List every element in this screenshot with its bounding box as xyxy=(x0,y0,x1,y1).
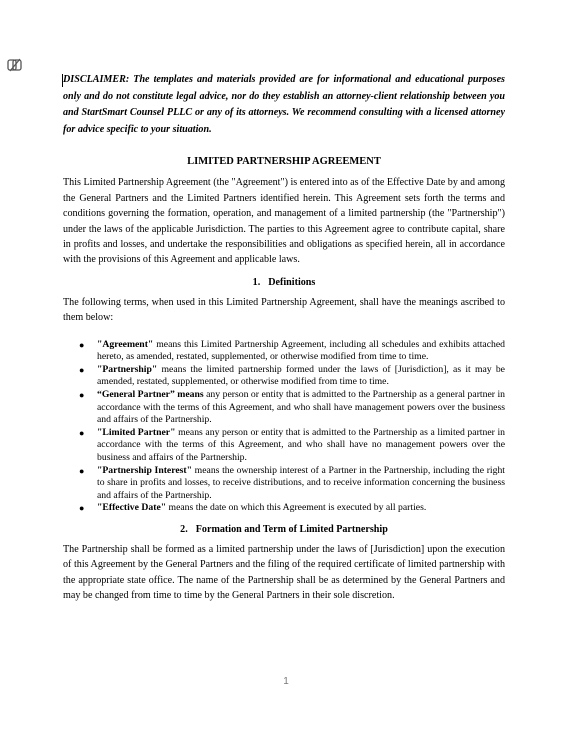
definition-term: "Partnership" xyxy=(97,363,158,375)
bullet-icon: ● xyxy=(79,427,85,438)
bullet-icon: ● xyxy=(79,465,85,476)
definition-text: means this Limited Partnership Agreement, including all schedules and exhibits attached hereto, as amended, restated, supplemented, or otherwise modified from time to time. xyxy=(97,338,505,363)
definition-term: "Effective Date" xyxy=(97,502,167,514)
bullet-icon: ● xyxy=(79,503,85,514)
disclaimer-text: DISCLAIMER: The templates and materials provided are for informational and educational purposes only and do not constitute legal advice, nor do they establish an attorney-client relationship between you and StartSmart Counsel PLLC or any of its attorneys. We recommend consulting with a licensed attorney for advice specific to your situation. xyxy=(63,74,505,135)
definition-term: “General Partner” means xyxy=(97,389,204,400)
bullet-icon: ● xyxy=(79,339,85,350)
definition-term: "Limited Partner" xyxy=(97,426,176,438)
bullet-icon: ● xyxy=(79,390,85,400)
formation-paragraph[interactable]: The Partnership shall be formed as a limited partnership under the laws of [Jurisdiction] upon the execution of this Agreement by the General Partners and the filing of the required certificate of limited partnership with the appropriate state office. The name of the Partnership shall be as determined by the General Partners and may be changed from time to time by the General Partners in their sole discretion. xyxy=(63,543,505,602)
document-body xyxy=(63,72,505,604)
list-item[interactable] xyxy=(63,339,505,364)
anchor-icon[interactable] xyxy=(6,57,24,73)
intro-paragraph[interactable]: This Limited Partnership Agreement (the "Agreement") is entered into as of the Effective Date by and among the General Partners and the Limited Partners identified herein. This Agreement sets forth the terms and conditions governing the formation, operation, and management of a limited partnership (the "Partnership") under the laws of the applicable Jurisdiction. The parties to this Agreement agree to contribute capital, share in profits and losses, and undertake the responsibilities and obligations as specified herein, all in accordance with the provisions of this Agreement and applicable laws. xyxy=(63,177,505,266)
list-item[interactable] xyxy=(63,502,505,515)
definitions-intro[interactable]: The following terms, when used in this Limited Partnership Agreement, shall have the meanings ascribed to them below: xyxy=(63,296,505,324)
definition-text: means the limited partnership formed under the laws of [Jurisdiction], as it may be amended, restated, supplemented, or otherwise modified from time to time. xyxy=(97,363,505,388)
definition-term: "Partnership Interest" xyxy=(97,464,193,476)
document-title: LIMITED PARTNERSHIP AGREEMENT xyxy=(187,156,381,168)
definition-text: means the ownership interest of a Partner in the Partnership, including the right to share in profits and losses, to receive distributions, and to receive information concerning the business and affairs of the Partnership. xyxy=(97,464,505,501)
bullet-icon: ● xyxy=(79,364,85,375)
definitions-list xyxy=(63,339,505,515)
section-heading-definitions xyxy=(63,276,505,290)
definition-text: means any person or entity that is admitted to the Partnership as a limited partner in accordance with the terms of this Agreement, and who shall have no management powers over the business and affairs of the Partnership. xyxy=(97,426,505,463)
definition-text: means the date on which this Agreement is executed by all parties. xyxy=(166,502,427,514)
page-number: 1 xyxy=(283,676,289,687)
list-item[interactable] xyxy=(63,427,505,465)
section-title: Formation and Term of Limited Partnership xyxy=(195,523,388,535)
definition-text: any person or entity that is admitted to the Partnership as a general partner in accordance with the terms of this Agreement, and who shall have management powers over the business and affairs of the Partnership. xyxy=(97,389,505,426)
section-number: 2. xyxy=(180,523,188,535)
section-title: Definitions xyxy=(268,276,316,288)
list-item[interactable] xyxy=(63,389,505,427)
section-number: 1. xyxy=(252,276,261,288)
list-item[interactable] xyxy=(63,465,505,503)
section-heading-formation xyxy=(63,523,505,537)
list-item[interactable] xyxy=(63,364,505,389)
text-cursor xyxy=(62,74,63,87)
definition-term: "Agreement" xyxy=(97,338,154,350)
disclaimer-paragraph[interactable] xyxy=(63,72,505,138)
